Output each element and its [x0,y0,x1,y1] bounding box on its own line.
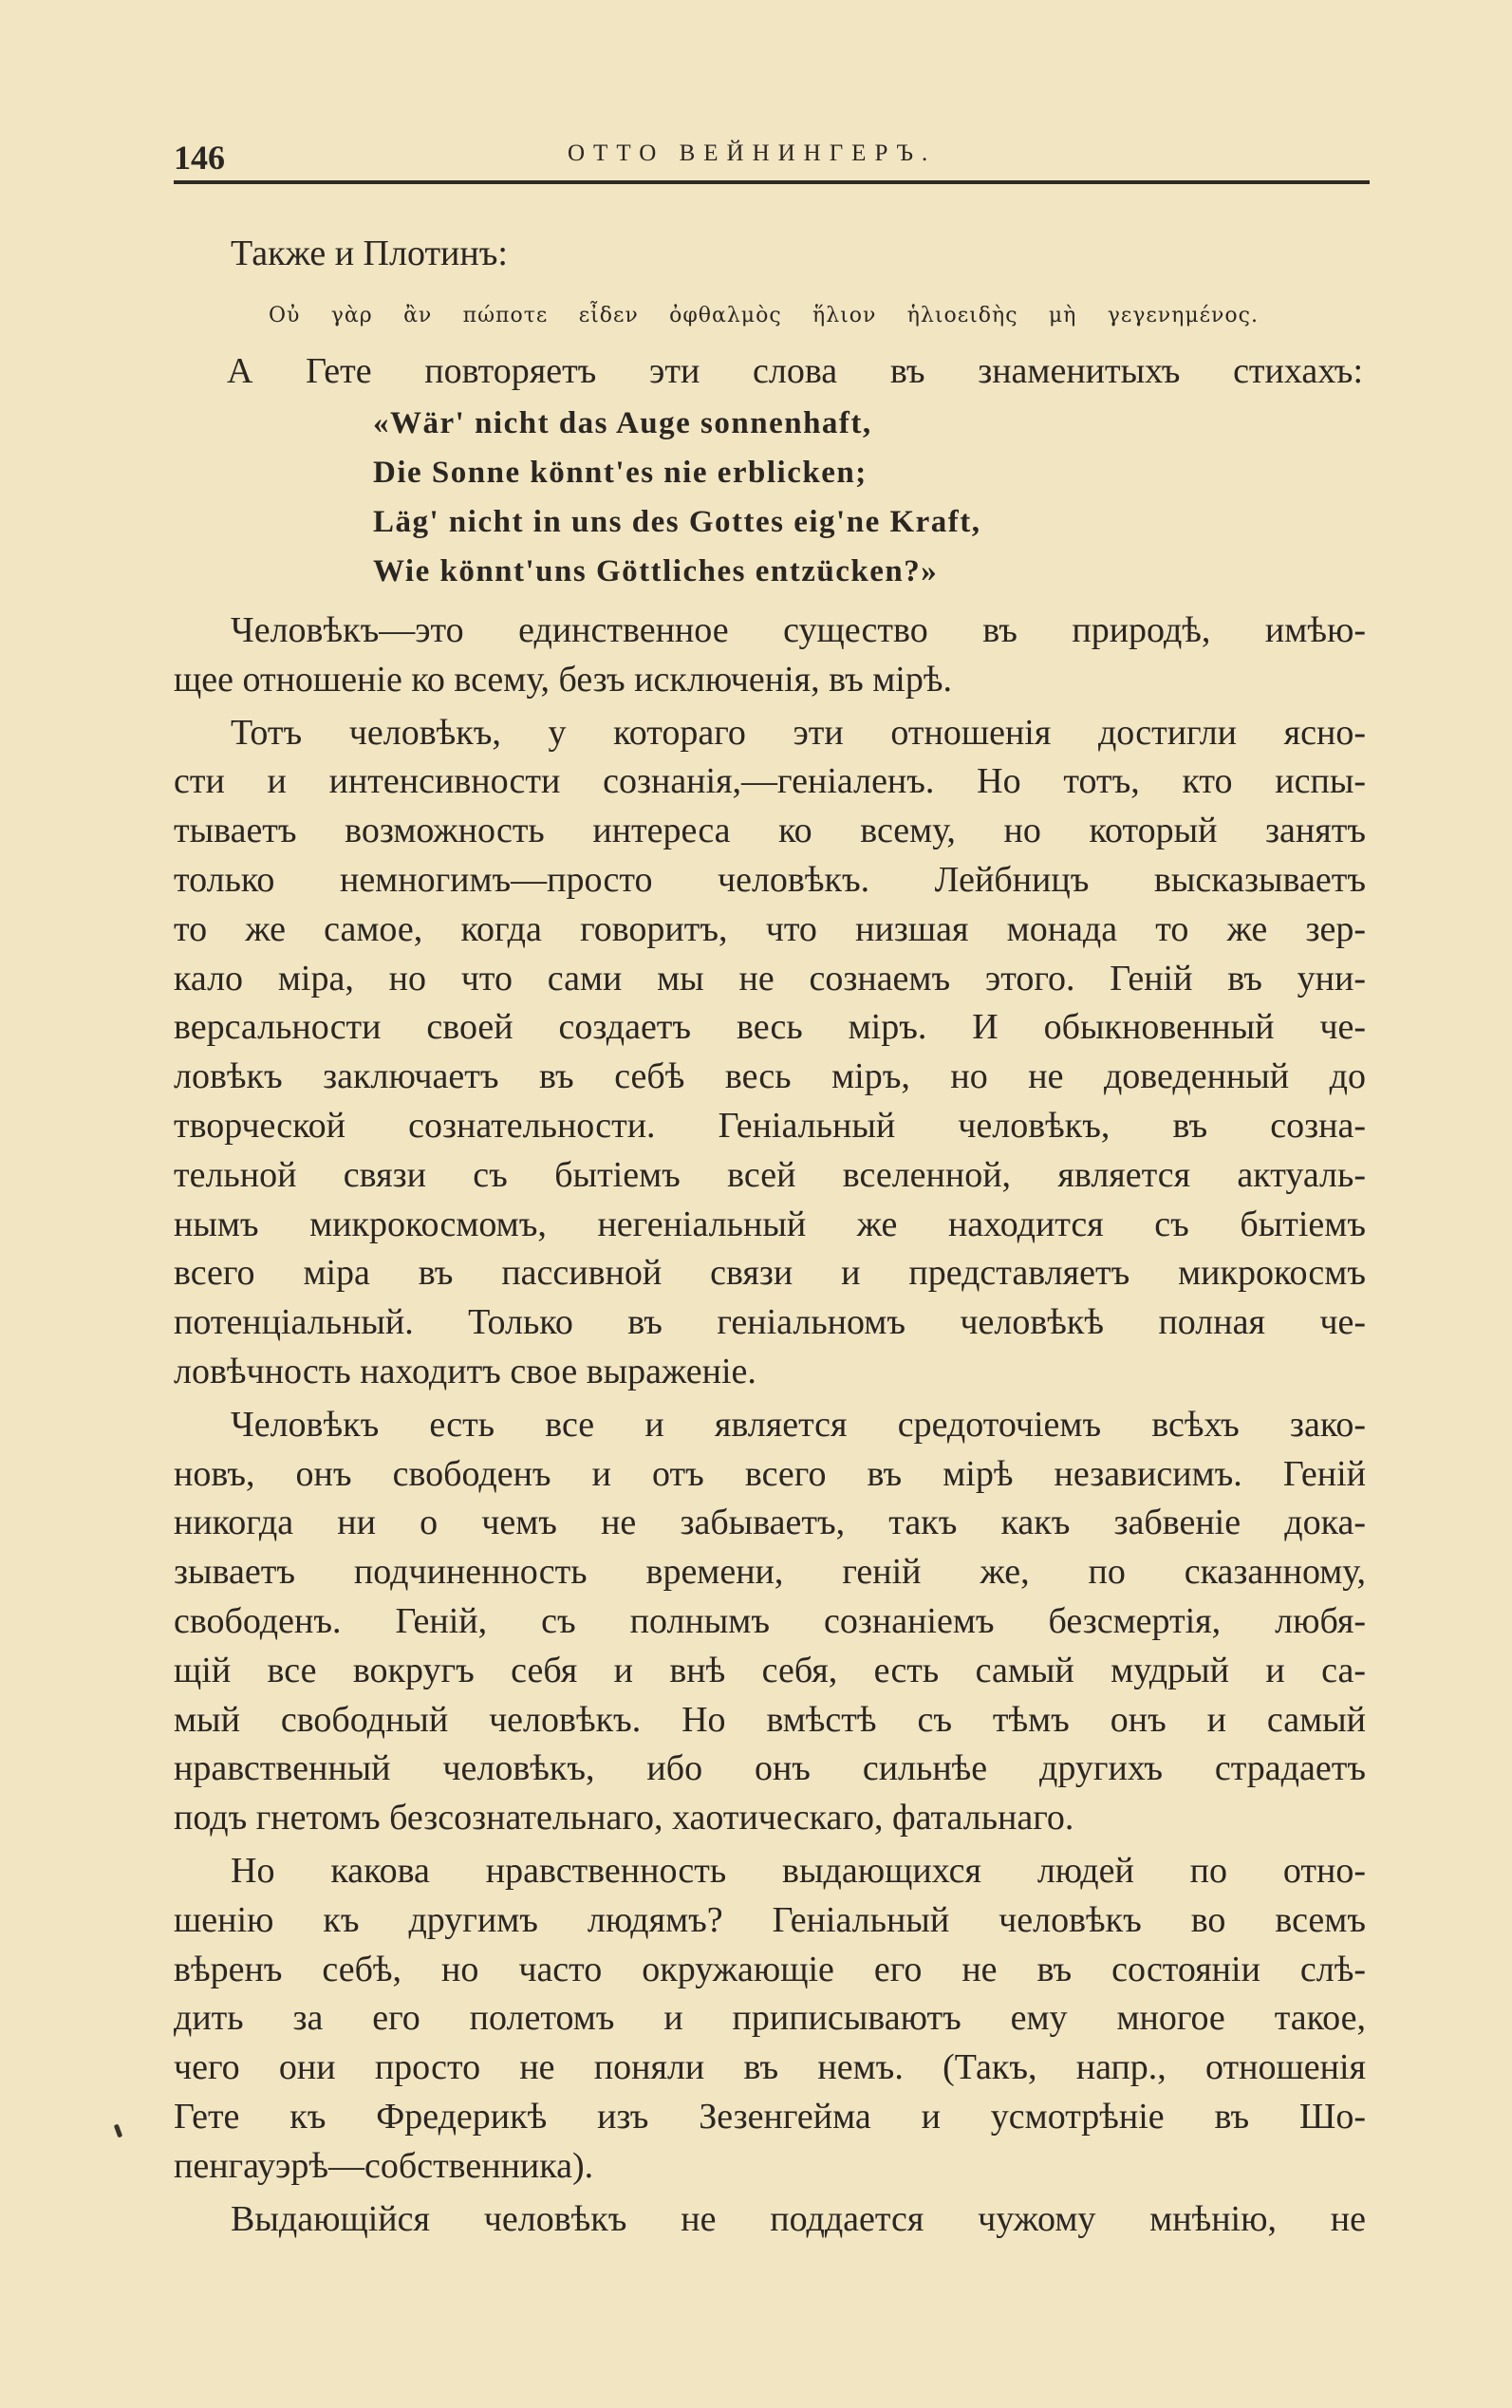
ink-mark [114,2124,122,2138]
text-line: нравственный человѣкъ, ибо онъ сильнѣе другихъ страдаетъ [174,1748,1366,1789]
text-line: потенціальный. Только въ геніальномъ человѣкѣ полная че- [174,1302,1366,1343]
paragraph [174,709,1366,1397]
text-line: ловѣчность находитъ свое выраженіе. [174,1351,756,1391]
paragraph [174,1847,1366,2192]
header-rule [174,180,1370,184]
running-title: ОТТО ВЕЙНИНГЕРЪ. [568,140,937,166]
paragraph [174,2195,1366,2245]
text-line: творческой сознательности. Геніальный человѣкъ, въ созна- [174,1105,1366,1146]
text-line: шенію къ другимъ людямъ? Геніальный человѣкъ во всемъ [174,1899,1366,1940]
text-line: Человѣкъ—это единственное существо въ природѣ, имѣю- [231,610,1366,650]
text-line: всего міра въ пассивной связи и представляетъ микрокосмъ [174,1253,1366,1294]
paragraph [174,607,1366,705]
text-line: сти и интенсивности сознанія,—геніаленъ. Но тотъ, кто испы- [174,761,1366,802]
text-line: чего они просто не поняли въ немъ. (Такъ, напр., отношенія [174,2047,1366,2088]
text-line: Человѣкъ есть все и является средоточіемъ всѣхъ зако- [231,1404,1366,1445]
text-line: то же самое, когда говоритъ, что низшая монада то же зер- [174,908,1366,949]
goethe-intro-line: А Гете повторяетъ эти слова въ знаменитыхъ стихахъ: [227,351,1363,391]
text-line: новъ, онъ свободенъ и отъ всего въ мірѣ независимъ. Геній [174,1453,1366,1494]
text-line: пенгауэрѣ—собственника). [174,2145,594,2186]
text-line: свободенъ. Геній, съ полнымъ сознаніемъ безсмертія, любя- [174,1600,1366,1641]
goethe-poem [373,399,1227,596]
text-line: ловѣкъ заключаетъ въ себѣ весь міръ, но не доведенный до [174,1056,1366,1097]
text-line: версальности своей создаетъ весь міръ. И обыкновенный че- [174,1007,1366,1048]
text-line: вѣренъ себѣ, но часто окружающіе его не въ состояніи слѣ- [174,1949,1366,1989]
body-text [174,607,1366,2244]
text-line: дить за его полетомъ и приписываютъ ему многое такое, [174,1998,1366,2039]
text-line: щій все вокругъ себя и внѣ себя, есть самый мудрый и са- [174,1650,1366,1690]
text-line: Тотъ человѣкъ, у котораго эти отношенія достигли ясно- [231,712,1366,753]
poem-line: Die Sonne könnt'es nie erblicken; [373,456,868,490]
text-line: зываетъ подчиненность времени, геній же, по сказанному, [174,1552,1366,1593]
text-line: кало міра, но что сами мы не сознаемъ этого. Геній въ уни- [174,958,1366,999]
text-line: мый свободный человѣкъ. Но вмѣстѣ съ тѣмъ онъ и самый [174,1699,1366,1740]
text-line: подъ гнетомъ безсознательнаго, хаотическаго, фатальнаго. [174,1798,1074,1839]
plotinus-intro-line: Также и Плотинъ: [231,233,508,273]
text-line: нымъ микрокосмомъ, негеніальный же находится съ бытіемъ [174,1204,1366,1244]
text-line: щее отношеніе ко всему, безъ исключенія, въ мірѣ. [174,659,952,700]
page-number: 146 [174,139,225,177]
text-line: Но какова нравственность выдающихся людей по отно- [231,1850,1366,1891]
poem-line: Wie könnt'uns Göttliches entzücken?» [373,554,939,588]
text-line: никогда ни о чемъ не забываетъ, такъ какъ забвеніе дока- [174,1503,1366,1543]
poem-line: «Wär' nicht das Auge sonnenhaft, [373,406,872,440]
text-line: только немногимъ—просто человѣкъ. Лейбницъ высказываетъ [174,859,1366,900]
poem-line: Läg' nicht in uns des Gottes eig'ne Kraft, [373,505,981,539]
text-line: тельной связи съ бытіемъ всей вселенной, является актуаль- [174,1154,1366,1195]
paragraph [174,1401,1366,1843]
text-line: Гете къ Фредерикѣ изъ Зезенгейма и усмотрѣніе въ Шо- [174,2096,1366,2137]
text-line: тываетъ возможность интереса ко всему, но который занятъ [174,811,1366,851]
greek-quote: Οὐ γὰρ ἂν πώποτε εἶδεν ὀφθαλμὸς ἥλιον ἡλιοειδὴς μὴ γεγενημένος. [269,304,1259,327]
text-line: Выдающійся человѣкъ не поддается чужому мнѣнію, не [231,2198,1366,2239]
